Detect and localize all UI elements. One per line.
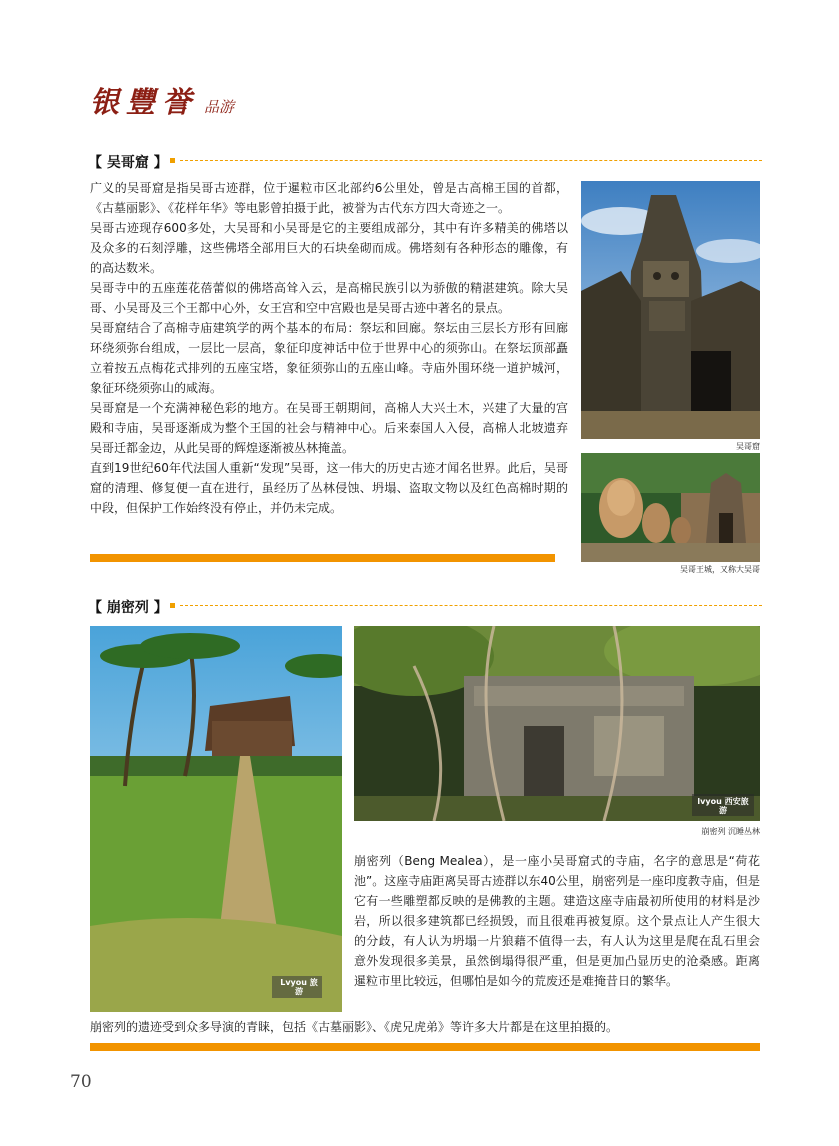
paragraph: 广义的吴哥窟是指吴哥古迹群，位于暹粒市区北部约6公里处，曾是古高棉王国的首都，《古墓丽影》、《花样年华》等电影曾拍摄于此，被誉为古代东方四大奇迹之一。	[90, 181, 568, 215]
paragraph: 吴哥古迹现存600多处，大吴哥和小吴哥是它的主要组成部分，其中有许多精美的佛塔以及众多的石刻浮雕，这些佛塔全部用巨大的石块垒砌而成。佛塔刻有各种形态的雕像，有的高达数米。	[90, 221, 568, 275]
beng-mealea-photo	[354, 626, 760, 821]
paragraph: 崩密列的遗迹受到众多导演的青睐，包括《古墓丽影》、《虎兄虎弟》等许多大片都是在这里拍摄的。	[90, 1020, 619, 1034]
village-path-image	[90, 626, 342, 1012]
section-divider	[180, 160, 762, 161]
section-end-bar	[90, 554, 555, 562]
angkor-thom-photo	[581, 453, 760, 562]
beng-mealea-text-block	[354, 851, 760, 991]
photo-watermark: Lvyou 旅游	[280, 978, 318, 996]
paragraph: 崩密列（Beng Mealea），是一座小吴哥窟式的寺庙，名字的意思是“荷花池”。这座寺庙距离吴哥古迹群以东40公里，崩密列是一座印度教寺庙，但是它有一些雕塑都反映的是佛教的主题。建造这座寺庙最初所使用的材料是沙岩，所以很多建筑都已经损毁，而且很难再被复原。这个景点让人产生很大的分歧，有人认为坍塌一片狼藉不值得一去，有人认为这里是爬在乱石里会意外发现很多美景，虽然倒塌得很严重，但是更加凸显历史的沧桑感。距离暹粒市里比较远，但哪怕是如今的荒废还是难掩昔日的繁华。	[354, 854, 760, 988]
photo-caption: 吴哥王城，又称大吴哥	[680, 565, 760, 574]
section-end-bar	[90, 1043, 760, 1051]
brand-subtitle: 品游	[204, 98, 235, 116]
section-title-angkor: 【 吴哥窟 】	[88, 155, 168, 171]
section-marker	[170, 158, 175, 163]
paragraph: 吴哥窟是一个充满神秘色彩的地方。在吴哥王朝期间，高棉人大兴土木，兴建了大量的宫殿和寺庙，吴哥逐渐成为整个王国的社会与精神中心。后来泰国人入侵，高棉人北坡遗弃吴哥迁都金边，从此吴哥的辉煌逐渐被丛林掩盖。	[90, 401, 568, 455]
beng-mealea-text-full	[90, 1017, 760, 1037]
beng-mealea-image	[354, 626, 760, 821]
brand-logo	[90, 80, 234, 121]
brand-title: 银豐誉	[90, 85, 199, 119]
angkor-thom-image	[581, 453, 760, 562]
photo-caption: 吴哥窟	[736, 442, 760, 451]
paragraph: 直到19世纪60年代法国人重新“发现”吴哥，这一伟大的历史古迹才闻名世界。此后，吴哥窟的清理、修复便一直在进行，虽经历了丛林侵蚀、坍塌、盗取文物以及红色高棉时期的中段，但保护工作始终没有停止，并仍未完成。	[90, 461, 568, 515]
photo-caption: 崩密列 沉睡丛林	[701, 827, 760, 836]
angkor-text-block	[90, 178, 568, 518]
section-divider	[180, 605, 762, 606]
section-marker	[170, 603, 175, 608]
angkor-tower-photo	[581, 181, 760, 439]
village-path-photo	[90, 626, 342, 1012]
paragraph: 吴哥寺中的五座莲花蓓蕾似的佛塔高耸入云，是高棉民族引以为骄傲的精湛建筑。除大吴哥、小吴哥及三个王都中心外，女王宫和空中宫殿也是吴哥古迹中著名的景点。	[90, 281, 568, 315]
paragraph: 吴哥窟结合了高棉寺庙建筑学的两个基本的布局：祭坛和回廊。祭坛由三层长方形有回廊环绕须弥台组成，一层比一层高，象征印度神话中位于世界中心的须弥山。在祭坛顶部矗立着按五点梅花式排列的五座宝塔，象征须弥山的五座山峰。寺庙外围环绕一道护城河，象征环绕须弥山的咸海。	[90, 321, 568, 395]
section-title-beng-mealea: 【 崩密列 】	[88, 600, 168, 616]
angkor-tower-image	[581, 181, 760, 439]
page-number: 70	[70, 1072, 92, 1092]
photo-watermark: lvyou 西安旅游	[697, 797, 749, 815]
